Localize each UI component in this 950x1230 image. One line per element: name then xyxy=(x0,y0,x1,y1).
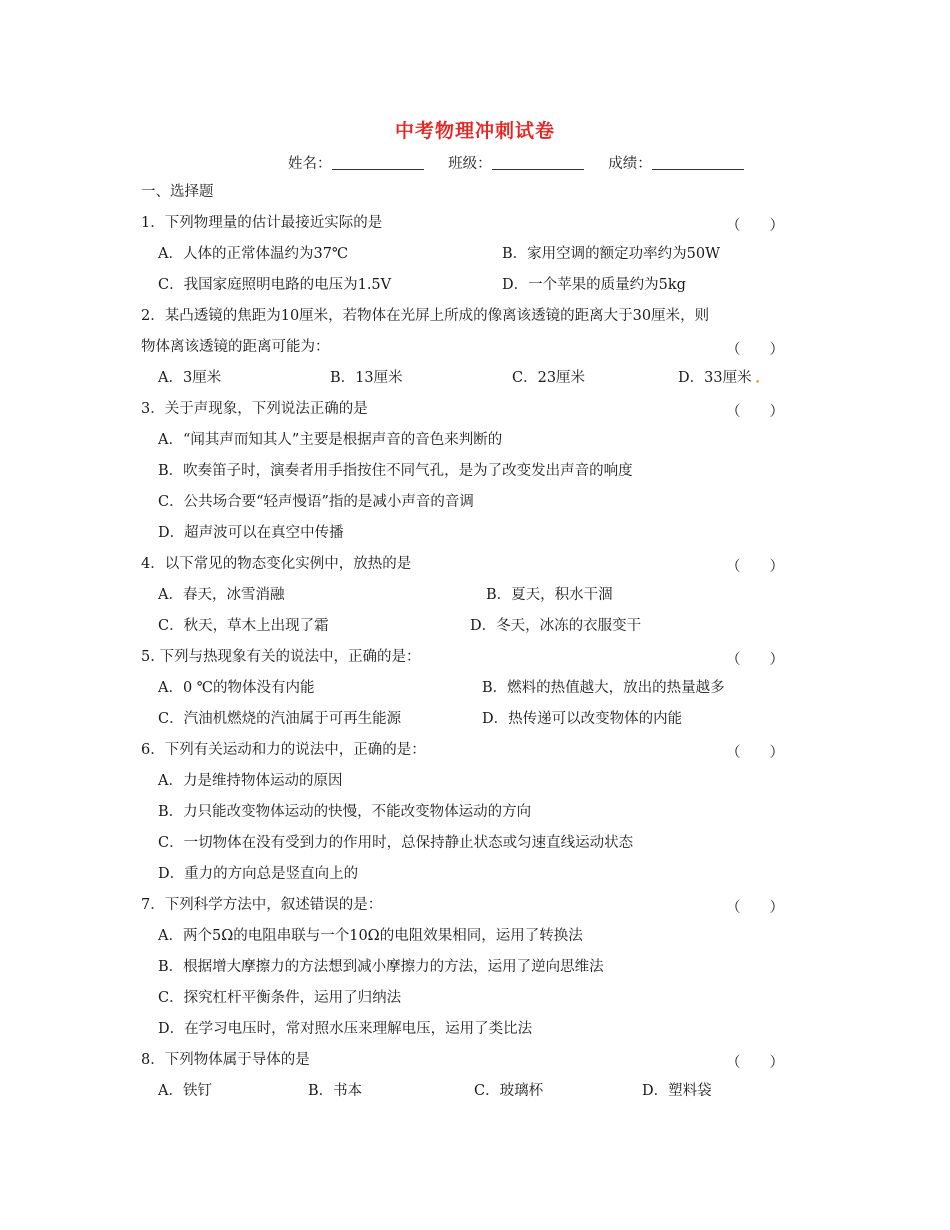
question-7-answer-paren: （ ） xyxy=(726,900,784,916)
score-label: 成绩： xyxy=(608,156,652,172)
question-6-option-c: C．一切物体在没有受到力的作用时，总保持静止状态或匀速直线运动状态 xyxy=(158,835,634,851)
question-5-option-a: A．0 ℃的物体没有内能 xyxy=(158,680,315,696)
question-5-stem: 5. 下列与热现象有关的说法中，正确的是： xyxy=(141,649,421,665)
question-3-option-c: C．公共场合要“轻声慢语”指的是减小声音的音调 xyxy=(158,494,474,510)
name-blank xyxy=(332,156,424,170)
question-3-answer-paren: （ ） xyxy=(726,404,784,420)
question-7-option-b: B．根据增大摩擦力的方法想到减小摩擦力的方法，运用了逆向思维法 xyxy=(158,959,604,975)
class-field xyxy=(448,156,592,172)
question-3-stem: 3．关于声现象，下列说法正确的是 xyxy=(141,401,368,417)
student-info-row xyxy=(288,152,764,173)
name-label: 姓名： xyxy=(288,156,332,172)
question-8-option-c: C．玻璃杯 xyxy=(474,1083,544,1099)
question-4-option-d: D．冬天，冰冻的衣服变干 xyxy=(470,618,642,634)
question-8-option-a: A．铁钉 xyxy=(158,1083,212,1099)
question-2-stem-continued: 物体离该透镜的距离可能为： xyxy=(141,339,330,355)
score-blank xyxy=(652,156,744,170)
question-6-option-d: D．重力的方向总是竖直向上的 xyxy=(158,866,359,882)
question-1-option-a: A．人体的正常体温约为37℃ xyxy=(158,246,349,262)
question-2-option-d: D．33厘米 xyxy=(678,370,752,386)
question-1-answer-paren: （ ） xyxy=(726,218,784,234)
question-3-option-a: A．“闻其声而知其人”主要是根据声音的音色来判断的 xyxy=(158,432,503,448)
question-6-stem: 6．下列有关运动和力的说法中，正确的是： xyxy=(141,742,426,758)
question-2-stem: 2．某凸透镜的焦距为10厘米，若物体在光屏上所成的像离该透镜的距离大于30厘米，则 xyxy=(141,308,710,324)
score-field xyxy=(608,156,752,172)
question-4-option-b: B．夏天，积水干涸 xyxy=(486,587,613,603)
question-8-stem: 8．下列物体属于导体的是 xyxy=(141,1052,310,1068)
question-5-answer-paren: （ ） xyxy=(726,652,784,668)
question-5-option-b: B．燃料的热值越大，放出的热量越多 xyxy=(482,680,725,696)
question-4-option-c: C．秋天，草木上出现了霜 xyxy=(158,618,329,634)
class-blank xyxy=(492,156,584,170)
question-7-option-d: D．在学习电压时，常对照水压来理解电压，运用了类比法 xyxy=(158,1021,533,1037)
question-7-stem: 7．下列科学方法中，叙述错误的是： xyxy=(141,897,383,913)
question-6-option-a: A．力是维持物体运动的原因 xyxy=(158,773,343,789)
speck-mark: • xyxy=(755,378,761,388)
question-3-option-d: D．超声波可以在真空中传播 xyxy=(158,525,344,541)
exam-title: 中考物理冲刺试卷 xyxy=(394,120,555,142)
question-5-option-d: D．热传递可以改变物体的内能 xyxy=(482,711,683,727)
question-2-option-a: A．3厘米 xyxy=(158,370,222,386)
section-heading: 一、选择题 xyxy=(141,184,214,200)
question-2-answer-paren: （ ） xyxy=(726,342,784,358)
question-2-option-b: B．13厘米 xyxy=(330,370,403,386)
question-1-option-d: D．一个苹果的质量约为5kg xyxy=(502,277,686,293)
question-6-option-b: B．力只能改变物体运动的快慢，不能改变物体运动的方向 xyxy=(158,804,532,820)
question-1-option-c: C．我国家庭照明电路的电压为1.5V xyxy=(158,277,392,293)
question-1-option-b: B．家用空调的额定功率约为50W xyxy=(502,246,721,262)
question-7-option-c: C．探究杠杆平衡条件，运用了归纳法 xyxy=(158,990,402,1006)
question-5-option-c: C．汽油机燃烧的汽油属于可再生能源 xyxy=(158,711,402,727)
question-4-option-a: A．春天，冰雪消融 xyxy=(158,587,285,603)
question-1-stem: 1．下列物理量的估计最接近实际的是 xyxy=(141,215,383,231)
question-4-answer-paren: （ ） xyxy=(726,559,784,575)
class-label: 班级： xyxy=(448,156,492,172)
question-8-option-b: B．书本 xyxy=(308,1083,363,1099)
question-7-option-a: A．两个5Ω的电阻串联与一个10Ω的电阻效果相同，运用了转换法 xyxy=(158,928,583,944)
question-8-option-d: D．塑料袋 xyxy=(642,1083,712,1099)
question-2-option-c: C．23厘米 xyxy=(512,370,586,386)
question-8-answer-paren: （ ） xyxy=(726,1055,784,1071)
question-6-answer-paren: （ ） xyxy=(726,745,784,761)
question-4-stem: 4．以下常见的物态变化实例中，放热的是 xyxy=(141,556,412,572)
question-3-option-b: B．吹奏笛子时，演奏者用手指按住不同气孔，是为了改变发出声音的响度 xyxy=(158,463,633,479)
name-field xyxy=(288,156,432,172)
